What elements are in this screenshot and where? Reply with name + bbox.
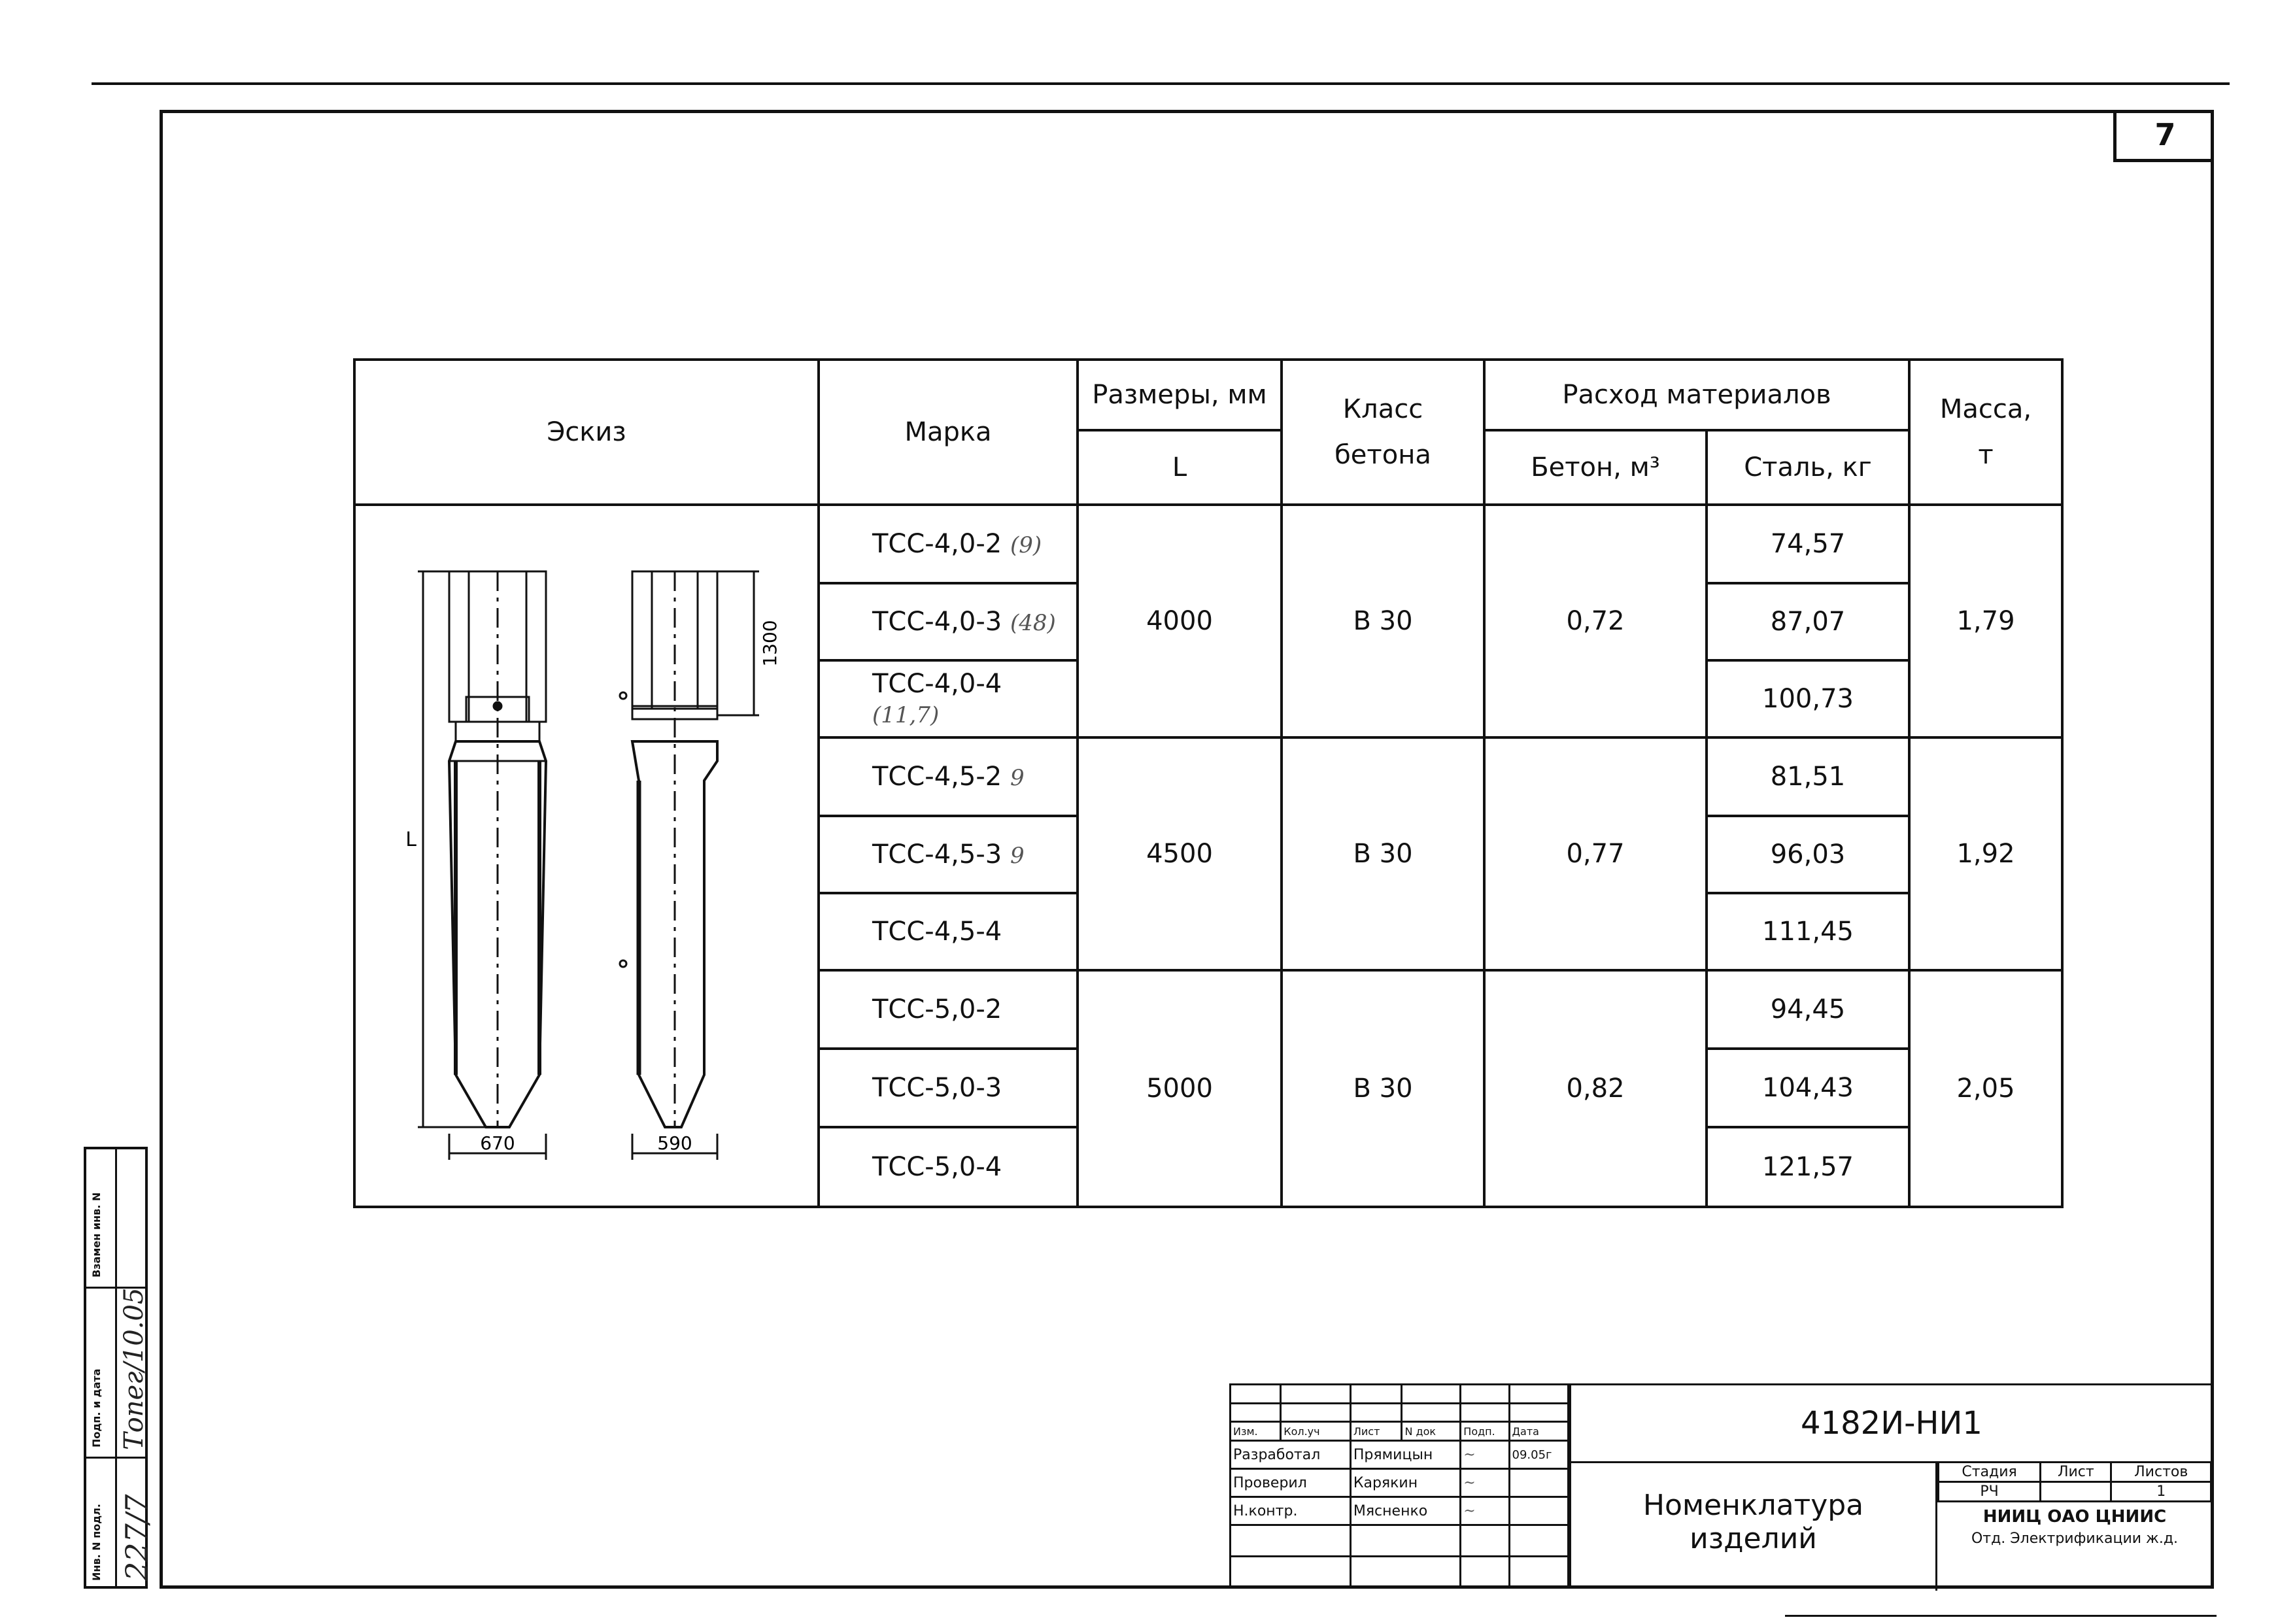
col-list: Лист xyxy=(1350,1422,1402,1441)
cell-steel: 100,73 xyxy=(1707,660,1909,737)
table-row-mark: ТСС-4,5-2 9 xyxy=(819,737,1078,816)
col-koluch: Кол.уч xyxy=(1281,1422,1351,1441)
header-mark: Марка xyxy=(819,360,1078,505)
header-mass xyxy=(1909,360,2062,505)
dim-length-label: L xyxy=(405,828,416,851)
header-steel: Сталь, кг xyxy=(1707,430,1909,505)
header-dimensions: Размеры, мм xyxy=(1078,360,1282,430)
sheets-value: 1 xyxy=(2111,1482,2211,1502)
inv-no-label: Инв. N подл. xyxy=(90,1504,103,1581)
table-row-mark: ТСС-4,0-4 (11,7) xyxy=(819,660,1078,737)
sheet-number: 7 xyxy=(2113,110,2214,162)
title-block xyxy=(1229,1383,2214,1589)
name-developed: Прямицын xyxy=(1350,1441,1460,1469)
col-data: Дата xyxy=(1509,1422,1568,1441)
cell-steel: 121,57 xyxy=(1707,1127,1909,1207)
role-developed: Разработал xyxy=(1231,1441,1351,1469)
inv-no-value: 227/7 xyxy=(119,1494,154,1581)
cell-steel: 104,43 xyxy=(1707,1049,1909,1127)
cell-mass: 2,05 xyxy=(1909,970,2062,1207)
header-materials: Расход материалов xyxy=(1484,360,1909,430)
stage-value: РЧ xyxy=(1939,1482,2041,1502)
cell-steel: 87,07 xyxy=(1707,583,1909,660)
header-mass-line2: т xyxy=(1978,440,1994,470)
col-ndok: N док xyxy=(1402,1422,1461,1441)
signature-checked: ~ xyxy=(1461,1469,1509,1497)
cell-concrete-class: В 30 xyxy=(1282,737,1484,970)
cell-concrete-class: В 30 xyxy=(1282,970,1484,1207)
header-concrete-volume: Бетон, м³ xyxy=(1484,430,1707,505)
table-row-mark: ТСС-4,5-4 xyxy=(819,893,1078,970)
cell-steel: 94,45 xyxy=(1707,970,1909,1049)
col-izm: Изм. xyxy=(1231,1422,1281,1441)
bottom-edge-line xyxy=(1785,1615,2217,1617)
header-dimension-L: L xyxy=(1078,430,1282,505)
table-row-mark: ТСС-5,0-2 xyxy=(819,970,1078,1049)
organization xyxy=(1937,1507,2212,1547)
revision-grid xyxy=(1229,1383,1569,1589)
date-checked xyxy=(1509,1469,1568,1497)
nomenclature-table xyxy=(353,358,2064,1208)
header-concrete-class-line1: Класс xyxy=(1342,394,1423,424)
doc-code: 4182И-НИ1 xyxy=(1571,1385,2212,1463)
header-concrete-class xyxy=(1282,360,1484,505)
replace-inv-label: Взамен инв. N xyxy=(90,1192,103,1277)
cell-concrete-volume: 0,77 xyxy=(1484,737,1707,970)
header-mass-line1: Масса, xyxy=(1939,394,2032,424)
doc-title-line1: Номенклатура xyxy=(1642,1489,1864,1522)
title-right xyxy=(1569,1383,2214,1589)
signature-developed: ~ xyxy=(1461,1441,1509,1469)
cell-mass: 1,79 xyxy=(1909,505,2062,737)
table-row-mark: ТСС-4,0-3 (48) xyxy=(819,583,1078,660)
sheets-label: Листов xyxy=(2111,1463,2211,1482)
stage-label: Стадия xyxy=(1939,1463,2041,1482)
sign-date-label: Подп. и дата xyxy=(90,1368,103,1447)
sketch-cell xyxy=(354,505,819,1207)
doc-title xyxy=(1571,1461,1937,1591)
table-row-mark: ТСС-5,0-3 xyxy=(819,1049,1078,1127)
top-edge-line xyxy=(92,82,2230,85)
role-norm-control: Н.контр. xyxy=(1231,1497,1351,1525)
date-norm-control xyxy=(1509,1497,1568,1525)
cell-steel: 81,51 xyxy=(1707,737,1909,816)
dim-width-front-label: 670 xyxy=(480,1132,515,1154)
cell-steel: 96,03 xyxy=(1707,816,1909,893)
sheet-value xyxy=(2041,1482,2111,1502)
sheet-label: Лист xyxy=(2041,1463,2111,1482)
role-checked: Проверил xyxy=(1231,1469,1351,1497)
side-stamp xyxy=(84,1147,154,1589)
org-line1: НИИЦ ОАО ЦНИИС xyxy=(1982,1507,2167,1527)
doc-title-line2: изделий xyxy=(1690,1522,1817,1555)
pile-sketch-drawing xyxy=(358,545,815,1160)
cell-L: 5000 xyxy=(1078,970,1282,1207)
cell-concrete-class: В 30 xyxy=(1282,505,1484,737)
stage-table xyxy=(1937,1461,2212,1502)
table-row-mark: ТСС-4,0-2 (9) xyxy=(819,505,1078,583)
cell-concrete-volume: 0,82 xyxy=(1484,970,1707,1207)
col-podp: Подп. xyxy=(1461,1422,1509,1441)
header-concrete-class-line2: бетона xyxy=(1334,440,1431,470)
cell-mass: 1,92 xyxy=(1909,737,2062,970)
dim-height-label: 1300 xyxy=(759,620,781,667)
date-developed: 09.05г xyxy=(1509,1441,1568,1469)
cell-steel: 74,57 xyxy=(1707,505,1909,583)
cell-concrete-volume: 0,72 xyxy=(1484,505,1707,737)
cell-L: 4500 xyxy=(1078,737,1282,970)
sign-date-value: Топег/10.05 xyxy=(119,1287,149,1450)
header-sketch: Эскиз xyxy=(354,360,819,505)
cell-L: 4000 xyxy=(1078,505,1282,737)
org-line2: Отд. Электрификации ж.д. xyxy=(1971,1531,2179,1547)
cell-steel: 111,45 xyxy=(1707,893,1909,970)
table-row-mark: ТСС-5,0-4 xyxy=(819,1127,1078,1207)
name-checked: Карякин xyxy=(1350,1469,1460,1497)
table-row-mark: ТСС-4,5-3 9 xyxy=(819,816,1078,893)
dim-width-side-label: 590 xyxy=(657,1132,692,1154)
signature-norm-control: ~ xyxy=(1461,1497,1509,1525)
name-norm-control: Мясненко xyxy=(1350,1497,1460,1525)
